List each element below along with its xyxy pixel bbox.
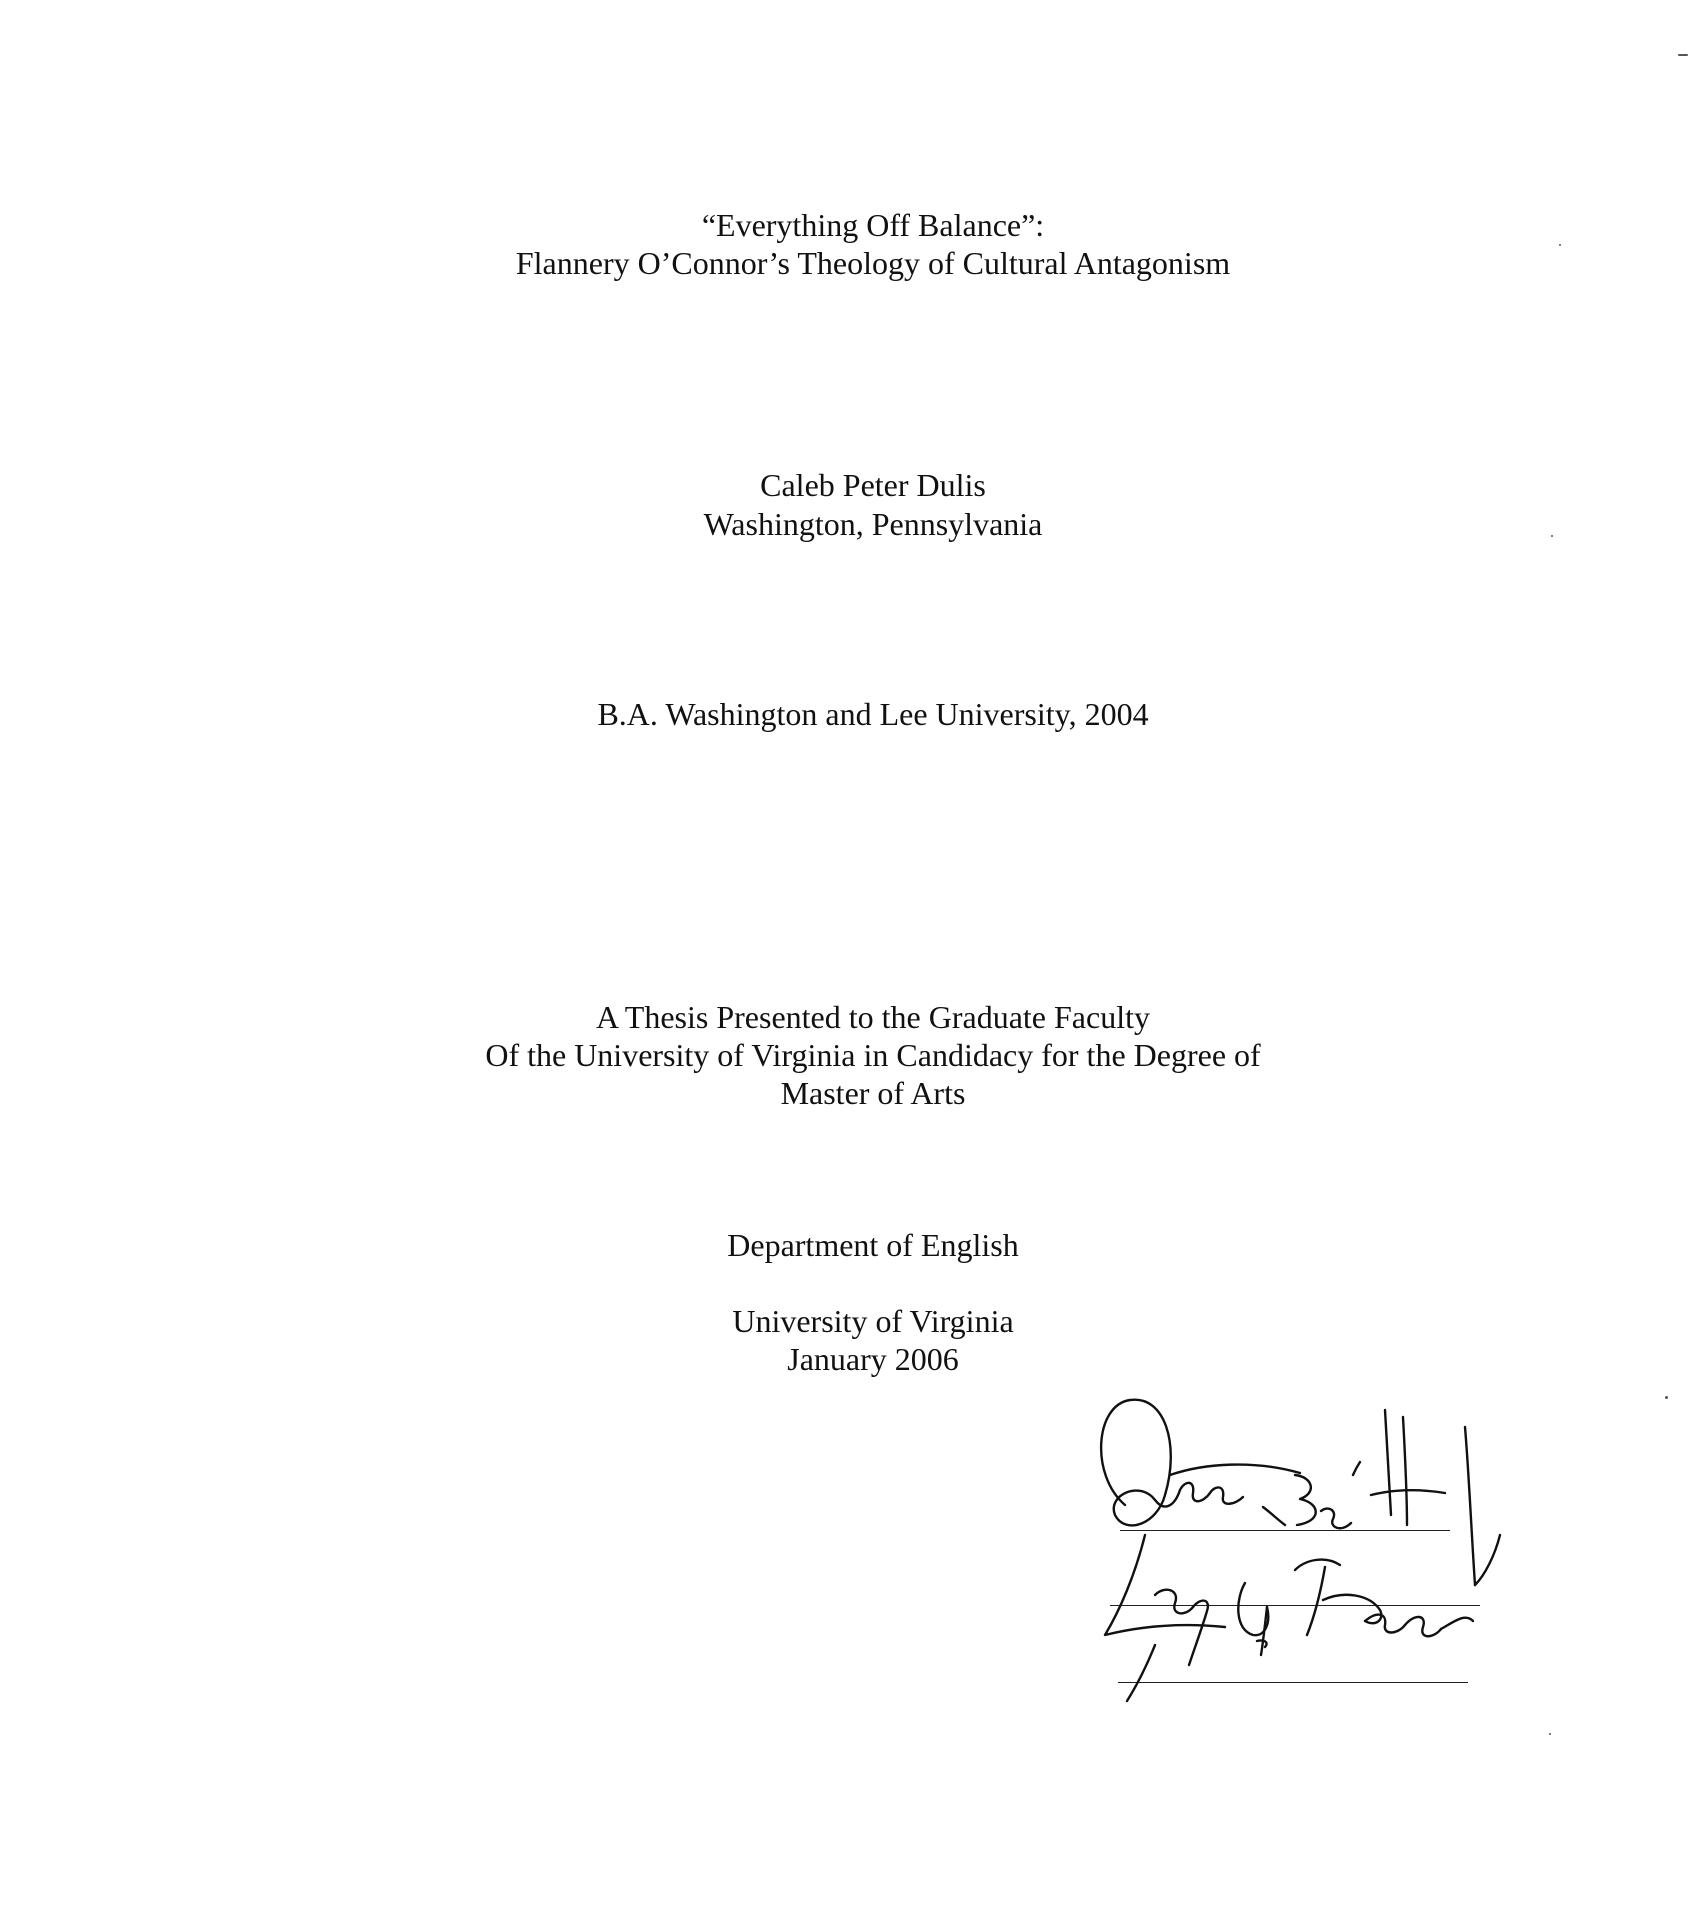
scan-speck xyxy=(1665,1396,1668,1399)
handwritten-signature-2 xyxy=(1105,1535,1473,1701)
signature-graphic xyxy=(1085,1385,1585,1705)
handwritten-signature-1 xyxy=(1101,1400,1500,1585)
thesis-statement-line-1: A Thesis Presented to the Graduate Faculty xyxy=(596,999,1150,1035)
author-hometown: Washington, Pennsylvania xyxy=(703,506,1043,542)
prior-degree: B.A. Washington and Lee University, 2004 xyxy=(597,696,1149,732)
department-name: Department of English xyxy=(727,1227,1019,1263)
thesis-statement-line-2: Of the University of Virginia in Candidacy for the Degree of xyxy=(485,1037,1261,1073)
scan-speck xyxy=(1551,535,1553,537)
scan-speck xyxy=(1549,1733,1551,1735)
title-line-1: “Everything Off Balance”: xyxy=(701,207,1045,243)
scan-mark xyxy=(1678,54,1688,56)
author-name: Caleb Peter Dulis xyxy=(760,467,986,503)
submission-date: January 2006 xyxy=(787,1341,959,1377)
title-line-2: Flannery O’Connor’s Theology of Cultural Antagonism xyxy=(515,245,1231,281)
university-name: University of Virginia xyxy=(732,1303,1014,1339)
scan-speck xyxy=(1559,244,1561,246)
thesis-statement-line-3: Master of Arts xyxy=(780,1075,966,1111)
